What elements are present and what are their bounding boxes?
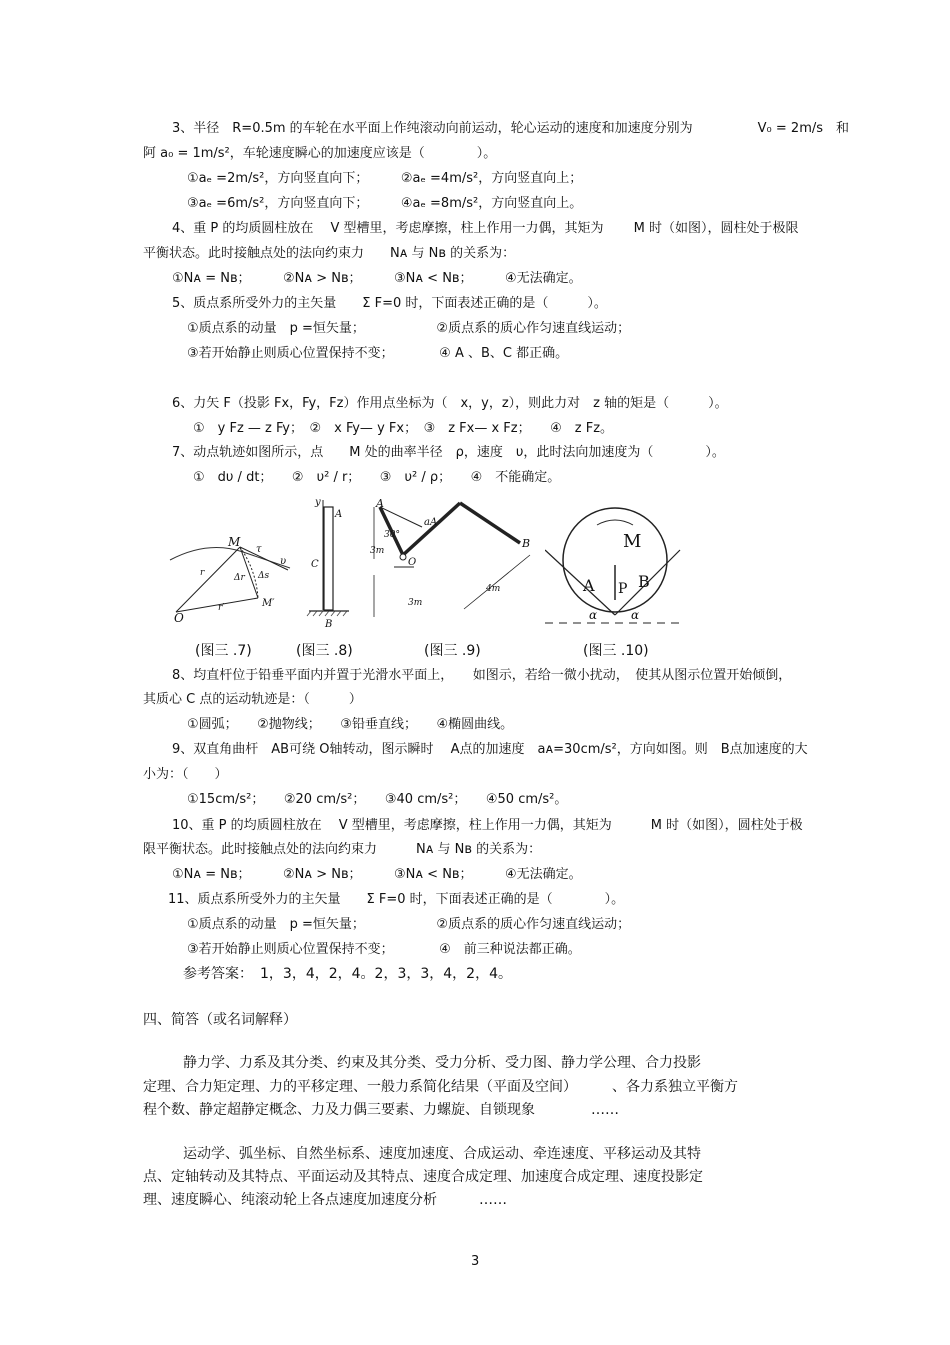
- q11-line1: 11、质点系所受外力的主矢量 Σ F=0 时，下面表述正确的是（ ）。: [168, 892, 625, 907]
- q8-line2: 其质心 C 点的运动轨迹是：（ ）: [143, 692, 362, 707]
- fig7-ds: Δs: [258, 571, 270, 581]
- q3-options-2: ③aₑ =6m/s²，方向竖直向下； ④aₑ =8m/s²，方向竖直向上。: [187, 196, 583, 211]
- fig9-A: A: [376, 497, 384, 510]
- answer-key: 参考答案： 1，3，4，2，4。2，3，3，4，2，4。: [183, 966, 512, 982]
- fig10-P: P: [618, 581, 628, 597]
- q9-options: ①15cm/s²； ②20 cm/s²； ③40 cm/s²； ④50 cm/s²。: [187, 792, 568, 807]
- caption-fig-3-7: (图三 .7): [195, 643, 252, 659]
- q4-options: ①Nᴀ = Nʙ； ②Nᴀ > Nʙ； ③Nᴀ < Nʙ； ④无法确定。: [172, 271, 582, 286]
- fig7-Mp: M′: [262, 598, 275, 609]
- q3-options-1: ①aₑ =2m/s²，方向竖直向下； ②aₑ =4m/s²，方向竖直向上；: [187, 171, 583, 186]
- kinematics-line3: 理、速度瞬心、纯滚动轮上各点速度加速度分析 ……: [143, 1192, 507, 1208]
- fig9-O: O: [408, 557, 417, 568]
- fig7-O: O: [174, 611, 184, 625]
- fig9-dim1: 3m: [370, 546, 385, 556]
- q4-line2: 平衡状态。此时接触点处的法向约束力 Nᴀ 与 Nʙ 的关系为：: [143, 246, 516, 261]
- fig7-dr: Δr: [234, 573, 245, 583]
- fig7-v: υ: [280, 556, 287, 567]
- q11-options-2: ③若开始静止则质心位置保持不变； ④ 前三种说法都正确。: [187, 942, 581, 957]
- q9-line1: 9、双直角曲杆 AB可绕 O轴转动，图示瞬时 A点的加速度 aᴀ=30cm/s²，方向如图。则 B点加速度的大: [172, 742, 808, 757]
- fig8-A: A: [335, 509, 343, 520]
- fig7-r: r: [200, 568, 205, 578]
- kinematics-line1: 运动学、弧坐标、自然坐标系、速度加速度、合成运动、牵连速度、平移运动及其特: [183, 1146, 701, 1162]
- fig7-tau: τ: [256, 544, 262, 555]
- fig7-M: M: [228, 535, 241, 549]
- q10-line1: 10、重 P 的均质圆柱放在 V 型槽里，考虑摩擦，柱上作用一力偶，其矩为 M 时（如图），圆柱处于极: [172, 818, 803, 833]
- q6-options: ① y Fz — z Fy； ② x Fy— y Fx； ③ z Fx— x Fz； ④ z Fz。: [193, 421, 614, 436]
- q11-options-1: ①质点系的动量 p =恒矢量； ②质点系的质心作匀速直线运动；: [187, 917, 631, 932]
- fig10-alpha-right: α: [631, 608, 640, 622]
- q4-line1: 4、重 P 的均质圆柱放在 V 型槽里，考虑摩擦，柱上作用一力偶，其矩为 M 时（如图），圆柱处于极限: [172, 221, 799, 236]
- figure-3-8: [305, 495, 355, 630]
- fig9-B: B: [522, 537, 531, 550]
- section-heading: 四、简答（或名词解释）: [143, 1012, 297, 1028]
- fig9-dim2: 3m: [408, 598, 423, 608]
- q5-options-1: ①质点系的动量 p =恒矢量； ②质点系的质心作匀速直线运动；: [187, 321, 631, 336]
- q10-options: ①Nᴀ = Nʙ； ②Nᴀ > Nʙ； ③Nᴀ < Nʙ； ④无法确定。: [172, 867, 582, 882]
- figure-3-9: [368, 495, 538, 630]
- fig8-y: y: [315, 497, 321, 508]
- fig10-A: A: [583, 576, 595, 595]
- page-number: 3: [471, 1254, 480, 1269]
- q8-options: ①圆弧； ②抛物线； ③铅垂直线； ④椭圆曲线。: [187, 717, 514, 732]
- fig10-alpha-left: α: [589, 608, 598, 622]
- q8-line1: 8、均直杆位于铅垂平面内并置于光滑水平面上， 如图示，若给一微小扰动， 使其从图示位置开始倾倒，: [172, 668, 792, 683]
- fig9-aA: aA: [424, 517, 438, 528]
- statics-line2: 定理、合力矩定理、力的平移定理、一般力系简化结果（平面及空间） 、各力系独立平衡方: [143, 1079, 738, 1095]
- fig9-angle: 30°: [384, 530, 400, 540]
- fig8-C: C: [311, 559, 319, 570]
- fig9-dim3: 4m: [486, 584, 501, 594]
- q3-line1: 3、半径 R=0.5m 的车轮在水平面上作纯滚动向前运动，轮心运动的速度和加速度分别为 V₀ = 2m/s 和: [172, 121, 850, 136]
- caption-fig-3-8: (图三 .8): [296, 643, 353, 659]
- figure-3-10: [545, 505, 685, 630]
- statics-line1: 静力学、力系及其分类、约束及其分类、受力分析、受力图、静力学公理、合力投影: [183, 1055, 701, 1071]
- fig10-M: M: [623, 531, 642, 552]
- statics-line3: 程个数、静定超静定概念、力及力偶三要素、力螺旋、自锁现象 ……: [143, 1102, 619, 1118]
- q9-line2: 小为：（ ）: [143, 767, 228, 782]
- kinematics-line2: 点、定轴转动及其特点、平面运动及其特点、速度合成定理、加速度合成定理、速度投影定: [143, 1169, 703, 1185]
- fig7-rp: r′: [218, 603, 225, 613]
- fig10-B: B: [638, 572, 650, 591]
- q7-options: ① dυ / dt； ② υ² / r； ③ υ² / ρ； ④ 不能确定。: [193, 470, 561, 485]
- q10-line2: 限平衡状态。此时接触点处的法向约束力 Nᴀ 与 Nʙ 的关系为：: [143, 842, 542, 857]
- caption-fig-3-9: (图三 .9): [424, 643, 481, 659]
- q5-options-2: ③若开始静止则质心位置保持不变； ④ A 、B、C 都正确。: [187, 346, 569, 361]
- figure-3-7: [168, 530, 293, 625]
- q7-line1: 7、动点轨迹如图所示，点 M 处的曲率半径 ρ，速度 υ，此时法向加速度为（ ）。: [172, 445, 725, 460]
- fig8-B: B: [325, 619, 333, 630]
- q3-line2: 阿 a₀ = 1m/s²，车轮速度瞬心的加速度应该是（ ）。: [143, 146, 497, 161]
- caption-fig-3-10: (图三 .10): [583, 643, 649, 659]
- q5-line1: 5、质点系所受外力的主矢量 Σ F=0 时，下面表述正确的是（ ）。: [172, 296, 607, 311]
- q6-line1: 6、力矢 F（投影 Fx，Fy，Fz）作用点坐标为（ x，y，z），则此力对 z 轴的矩是（ ）。: [172, 396, 728, 411]
